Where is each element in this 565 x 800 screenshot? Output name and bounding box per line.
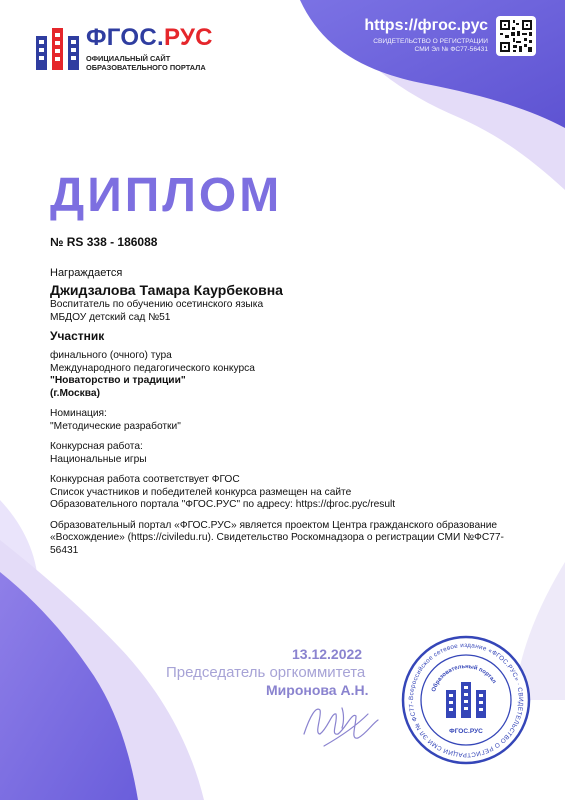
recipient-organization: МБДОУ детский сад №51: [50, 311, 171, 323]
issue-date: 13.12.2022: [292, 646, 363, 662]
seal-outer-text: Всероссийское сетевое издание «ФГОС.РУС» · СВИДЕТЕЛЬСТВО О РЕГИСТРАЦИИ СМИ ЭЛ № ФС77-: [407, 641, 525, 759]
participation-status: Участник: [50, 329, 105, 343]
logo-subtitle: [86, 54, 206, 72]
contest-name: "Новаторство и традиции": [50, 375, 186, 386]
official-seal: [400, 634, 532, 766]
site-url: https://фгос.рус: [364, 17, 488, 34]
handwritten-signature: [298, 694, 382, 750]
logo-subtitle-line-1: ОФИЦИАЛЬНЫЙ САЙТ: [86, 54, 171, 63]
site-info: [364, 17, 488, 54]
nomination-label: Номинация:: [50, 408, 107, 419]
work-label: Конкурсная работа:: [50, 441, 143, 452]
diploma-body: [50, 236, 520, 557]
diploma-number: № RS 338 - 186088: [50, 235, 158, 249]
logo-subtitle-line-2: ОБРАЗОВАТЕЛЬНОГО ПОРТАЛА: [86, 63, 206, 72]
building-logo-icon: [36, 28, 80, 70]
recipient-name: Джидзалова Тамара Каурбековна: [50, 282, 283, 298]
contest-city: (г.Москва): [50, 387, 100, 399]
chairman-name: Миронова А.Н.: [266, 682, 369, 698]
contest-type: Международного педагогического конкурса: [50, 362, 255, 374]
recipient-position: Воспитатель по обучению осетинского языка: [50, 299, 264, 310]
diploma-title: ДИПЛОМ: [50, 169, 283, 222]
awarded-label: Награждается: [50, 266, 123, 279]
results-note: Список участников и победителей конкурса размещен на сайте: [50, 486, 352, 498]
registration-line-2: СМИ Эл № ФС77-56431: [414, 46, 488, 53]
qr-code-icon: [496, 16, 536, 56]
contest-stage: финального (очного) тура: [50, 350, 172, 361]
nomination-value: "Методические разработки": [50, 420, 181, 432]
registration-info: [364, 38, 488, 54]
logo-brand-part-b: РУС: [163, 24, 213, 51]
seal-top-text: Образовательный портал: [431, 663, 497, 693]
logo-brand-part-a: ФГОС.: [86, 24, 164, 51]
portal-logo: [36, 24, 266, 76]
seal-bottom-text: ФГОС.РУС: [449, 728, 483, 735]
project-statement: Образовательный портал «ФГОС.РУС» является проектом Центра гражданского образование «Восхождение» (https://civiledu.ru). Свидетельство Роскомнадзора о регистрации СМИ №ФС77-56431: [50, 519, 504, 556]
logo-brand: [86, 24, 213, 52]
chairman-label: Председатель оргкоммитета: [166, 664, 366, 681]
registration-line-1: СВИДЕТЕЛЬСТВО О РЕГИСТРАЦИИ: [373, 38, 488, 45]
fgos-compliance-note: Конкурсная работа соответствует ФГОС: [50, 474, 240, 485]
results-url-note: Образовательного портала "ФГОС.РУС" по адресу: https://фгос.рус/result: [50, 499, 396, 510]
work-title: Национальные игры: [50, 453, 147, 465]
